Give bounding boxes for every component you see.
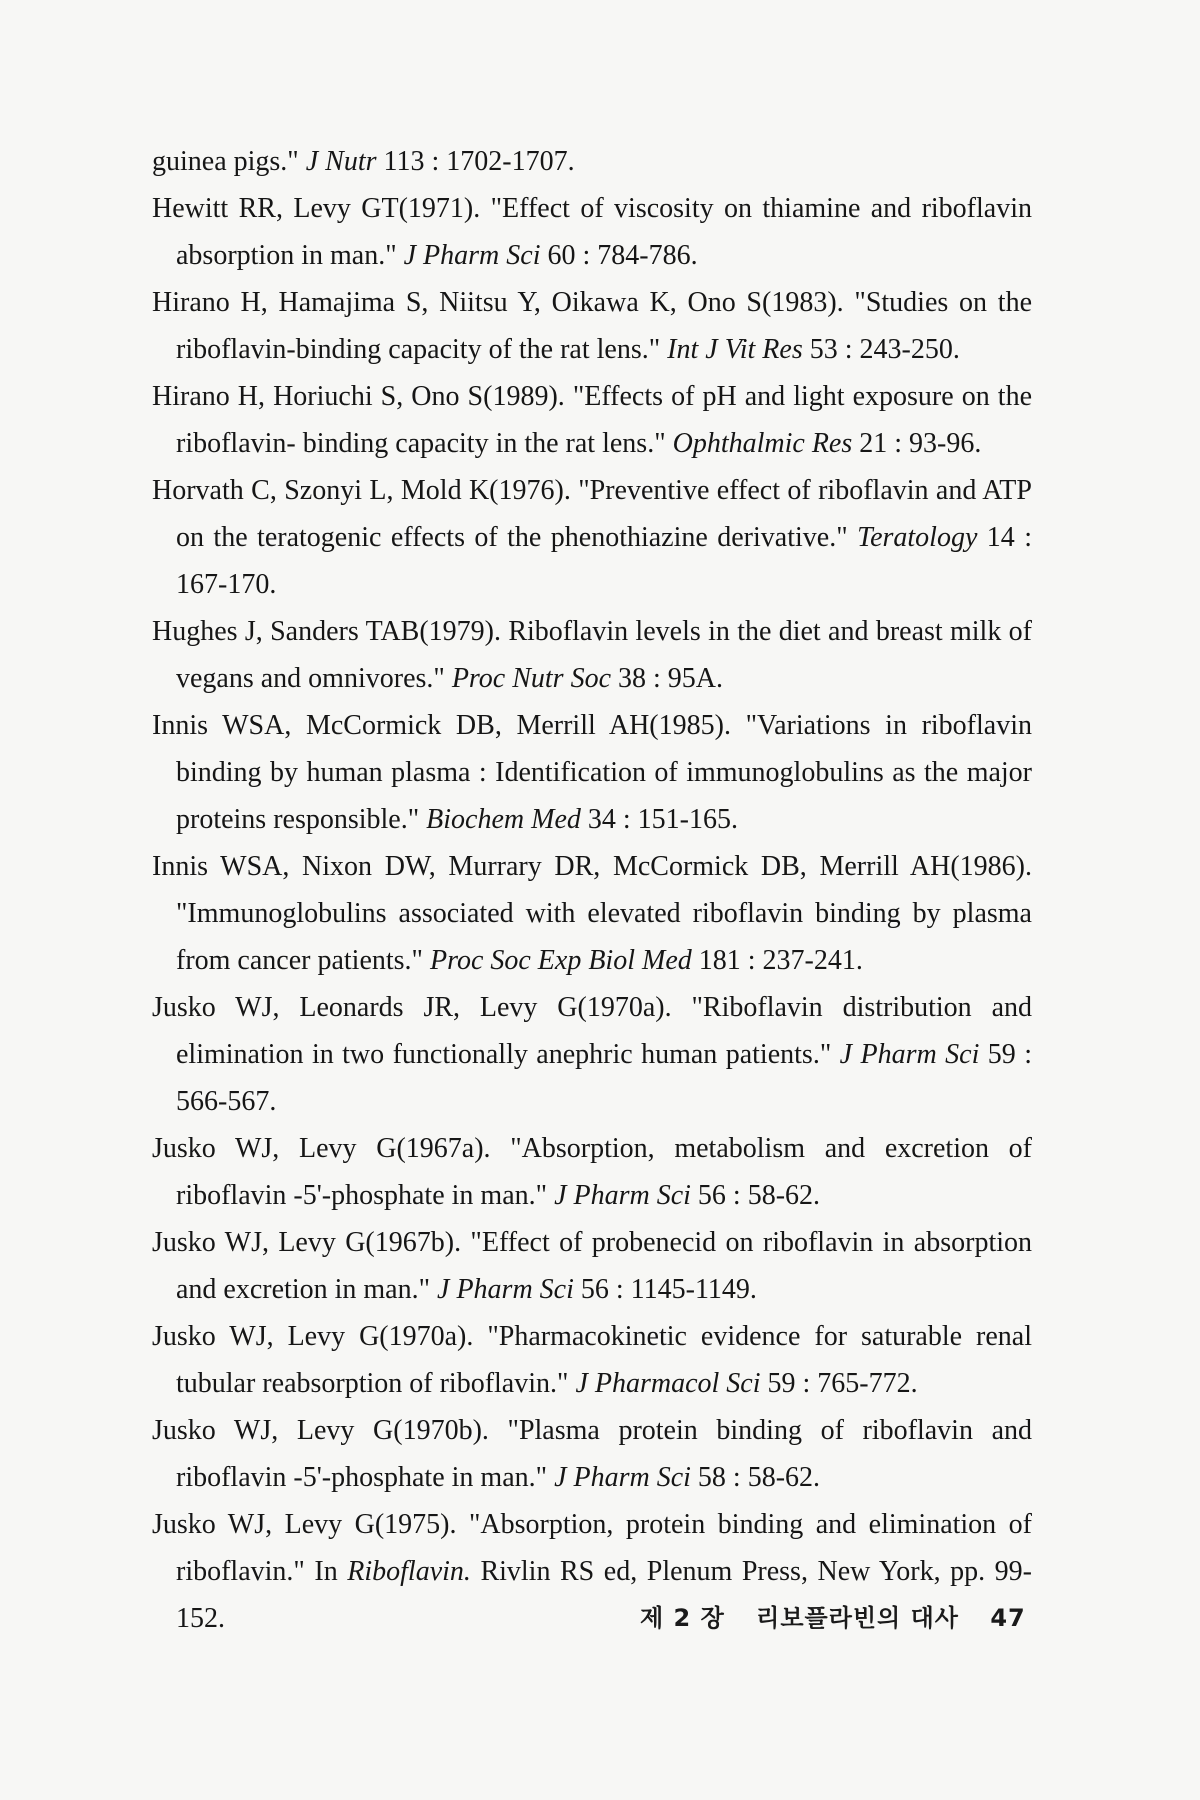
journal-name: J Pharm Sci xyxy=(839,1039,980,1070)
page-footer xyxy=(640,1598,1026,1633)
journal-name: J Pharmacol Sci xyxy=(575,1368,761,1399)
reference-entry: Innis WSA, Nixon DW, Murrary DR, McCormick DB, Merrill AH(1986). "Immunoglobulins associated with elevated riboflavin binding by plasma from cancer patients." Proc Soc Exp Biol Med 181 : 237-241. xyxy=(152,851,1032,976)
reference-entry: Jusko WJ, Levy G(1967b). "Effect of probenecid on riboflavin in absorption and excretion in man." J Pharm Sci 56 : 1145-1149. xyxy=(152,1227,1032,1305)
reference-entry: Hughes J, Sanders TAB(1979). Riboflavin levels in the diet and breast milk of vegans and omnivores." Proc Nutr Soc 38 : 95A. xyxy=(152,616,1032,694)
journal-name: J Nutr xyxy=(305,146,377,177)
journal-name: J Pharm Sci xyxy=(554,1180,691,1211)
reference-entry: guinea pigs." J Nutr 113 : 1702-1707. xyxy=(152,146,575,177)
reference-entry: Jusko WJ, Levy G(1970b). "Plasma protein binding of riboflavin and riboflavin -5'-phosphate in man." J Pharm Sci 58 : 58-62. xyxy=(152,1415,1032,1493)
journal-name: Proc Nutr Soc xyxy=(451,663,611,694)
journal-name: Int J Vit Res xyxy=(667,334,803,365)
journal-name: J Pharm Sci xyxy=(554,1462,691,1493)
journal-name: Ophthalmic Res xyxy=(672,428,853,459)
journal-name: Teratology xyxy=(857,522,978,553)
reference-entry: Jusko WJ, Levy G(1967a). "Absorption, metabolism and excretion of riboflavin -5'-phosphate in man." J Pharm Sci 56 : 58-62. xyxy=(152,1133,1032,1211)
reference-entry: Innis WSA, McCormick DB, Merrill AH(1985). "Variations in riboflavin binding by human plasma : Identification of immunoglobulins as the major proteins responsible." Biochem Med 34 : 151-165. xyxy=(152,710,1032,835)
reference-entry: Jusko WJ, Levy G(1975). "Absorption, protein binding and elimination of riboflavin." In Riboflavin. Rivlin RS ed, Plenum Press, New York, pp. 99-152. xyxy=(152,1509,1033,1634)
reference-entry: Hirano H, Hamajima S, Niitsu Y, Oikawa K, Ono S(1983). "Studies on the riboflavin-binding capacity of the rat lens." Int J Vit Res 53 : 243-250. xyxy=(152,287,1032,365)
reference-list xyxy=(152,138,1032,1642)
journal-name: Proc Soc Exp Biol Med xyxy=(429,945,692,976)
journal-name: Biochem Med xyxy=(426,804,581,835)
reference-entry: Jusko WJ, Leonards JR, Levy G(1970a). "Riboflavin distribution and elimination in two functionally anephric human patients." J Pharm Sci 59 : 566-567. xyxy=(152,992,1032,1117)
journal-name: J Pharm Sci xyxy=(403,240,541,271)
chapter-label: 제 2 장 xyxy=(640,1604,725,1632)
reference-entry: Horvath C, Szonyi L, Mold K(1976). "Preventive effect of riboflavin and ATP on the teratogenic effects of the phenothiazine derivative." Teratology 14 : 167-170. xyxy=(152,475,1033,600)
reference-entry: Hewitt RR, Levy GT(1971). "Effect of viscosity on thiamine and riboflavin absorption in man." J Pharm Sci 60 : 784-786. xyxy=(152,193,1032,271)
journal-name: J Pharm Sci xyxy=(437,1274,574,1305)
chapter-title: 리보플라빈의 대사 xyxy=(756,1604,959,1632)
journal-name: Riboflavin. xyxy=(347,1556,471,1587)
reference-entry: Hirano H, Horiuchi S, Ono S(1989). "Effects of pH and light exposure on the riboflavin- binding capacity in the rat lens." Ophthalmic Res 21 : 93-96. xyxy=(152,381,1032,459)
page-number: 47 xyxy=(990,1604,1026,1632)
reference-entry: Jusko WJ, Levy G(1970a). "Pharmacokinetic evidence for saturable renal tubular reabsorption of riboflavin." J Pharmacol Sci 59 : 765-772. xyxy=(152,1321,1032,1399)
